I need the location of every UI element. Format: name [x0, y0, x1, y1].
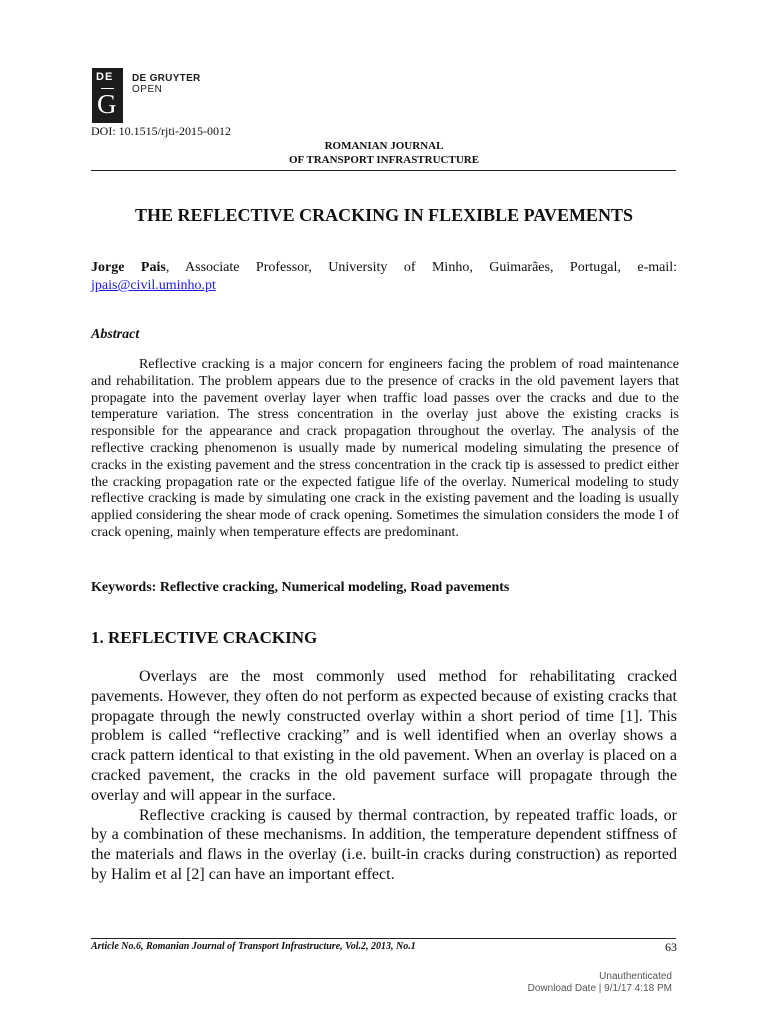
footer-citation: Article No.6, Romanian Journal of Transport Infrastructure, Vol.2, 2013, No.1 — [91, 941, 416, 952]
doi: DOI: 10.1515/rjti-2015-0012 — [91, 124, 231, 138]
paper-title: THE REFLECTIVE CRACKING IN FLEXIBLE PAVEMENTS — [135, 205, 633, 225]
publisher-name-primary: DE GRUYTER — [132, 73, 201, 84]
header-rule — [91, 170, 676, 171]
publisher-name — [132, 73, 201, 95]
watermark-line2: Download Date | 9/1/17 4:18 PM — [527, 983, 672, 994]
author-affiliation: , Associate Professor, University of Minho, Guimarães, Portugal, e-mail: — [165, 260, 677, 275]
page-number: 63 — [665, 940, 677, 954]
keywords: Keywords: Reflective cracking, Numerical modeling, Road pavements — [91, 580, 510, 595]
publisher-logo — [92, 68, 207, 123]
download-watermark — [528, 971, 672, 995]
logo-de-text: DE — [96, 71, 114, 83]
footer-rule — [91, 938, 676, 939]
logo-g-text: G — [97, 89, 117, 119]
abstract-text: Reflective cracking is a major concern for engineers facing the problem of road maintenance and rehabilitation. The problem appears due to the presence of cracks in the old pavement layers that propagate into the pavement overlay layer when traffic load passes over the cracks and due to the temperature variation. The stress concentration in the overlay just above the existing cracks is responsible for the appearance and crack propagation throughout the overlay. The analysis of the reflective cracking phenomenon is usually made by numerical modeling simulating the presence of cracks in the existing pavement and the stress concentration in the crack tip is assessed to predict either the cracking propagation rate or the expected fatigue life of the overlay. Numerical modeling to study reflective cracking is made by simulating one crack in the existing pavement and the loading is usually applied considering the shear mode of crack opening. Sometimes the simulation considers the mode I of crack opening, mainly when temperature effects are predominant. — [91, 357, 679, 540]
watermark-line1: Unauthenticated — [599, 971, 672, 982]
author-line — [91, 259, 677, 277]
journal-name-line2: OF TRANSPORT INFRASTRUCTURE — [288, 154, 480, 166]
logo-mark — [92, 68, 123, 123]
journal-name-line1: ROMANIAN JOURNAL — [324, 140, 444, 152]
publisher-tagline: OPEN — [132, 84, 163, 95]
body-paragraph: Reflective cracking is caused by thermal contraction, by repeated traffic loads, or by a combination of these mechanisms. In addition, the temperature dependent stiffness of the materials and flaws in the overlay (i.e. built-in cracks during construction) as reported by Halim et al [2] can have an important effect. — [91, 806, 677, 883]
body-paragraph: Overlays are the most commonly used method for rehabilitating cracked pavements. However, they often do not perform as expected because of existing cracks that propagate through the newly constructed overlay within a short period of time [1]. This problem is called “reflective cracking” and is well identified when an overlay shows a crack pattern identical to that existing in the old pavement. When an overlay is placed on a cracked pavement, the cracks in the old pavement surface will propagate through the overlay and will appear in the surface. — [91, 668, 677, 804]
author-name: Jorge Pais — [91, 260, 166, 275]
section-heading: 1. REFLECTIVE CRACKING — [91, 628, 318, 647]
section-body — [91, 667, 677, 885]
abstract-heading: Abstract — [91, 327, 140, 342]
author-email-link[interactable]: jpais@civil.uminho.pt — [91, 278, 216, 293]
author-email-line — [91, 277, 216, 295]
